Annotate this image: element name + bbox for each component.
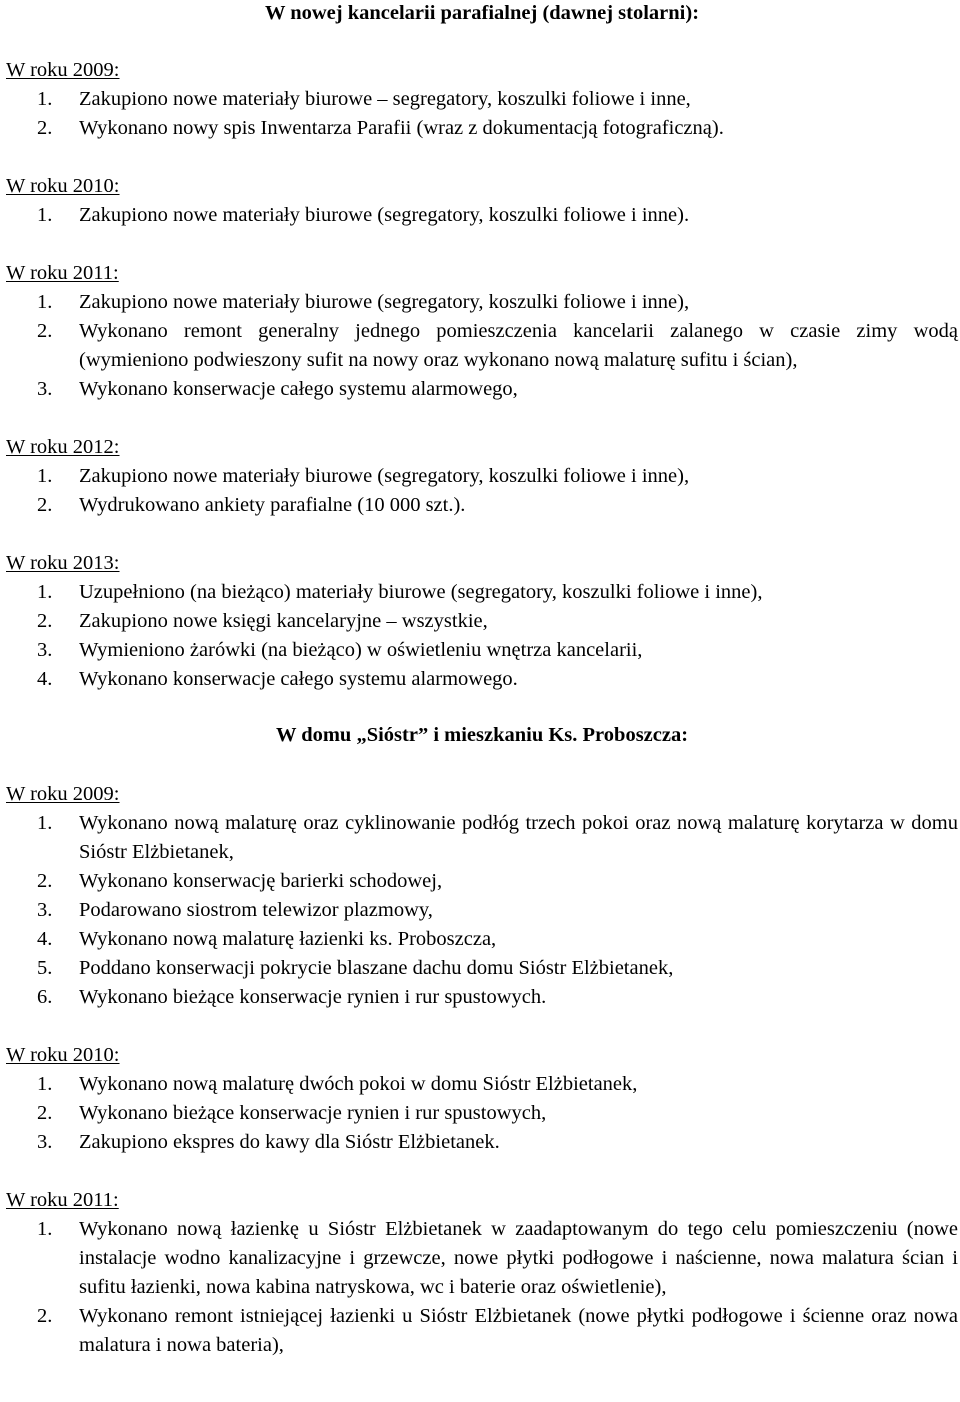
item-text: Zakupiono nowe materiały biurowe – segregatory, koszulki foliowe i inne, (79, 88, 691, 110)
item-number: 4. (37, 928, 53, 950)
item-text: Wykonano konserwację barierki schodowej, (79, 870, 443, 892)
year-heading: W roku 2013: (6, 552, 120, 574)
item-list (6, 85, 958, 143)
heading-sisters-house: W domu „Sióstr” i mieszkaniu Ks. Proboszcza: (275, 724, 689, 746)
list-item (6, 317, 958, 375)
list-item (6, 288, 958, 317)
list-item (6, 925, 958, 954)
year-heading: W roku 2011: (6, 262, 119, 284)
list-item (6, 867, 958, 896)
item-text: Wykonano nową łazienkę u Sióstr Elżbietanek w zaadaptowanym do tego celu pomieszczeniu (nowe instalacje wodno kanalizacyjne i grzewcze, nowe płytki podłogowe i naścienne, nowa malatura ścian i sufitu łazienki, nowa kabina natryskowa, wc i baterie oraz oświetlenie), (79, 1218, 958, 1298)
item-text: Wydrukowano ankiety parafialne (10 000 szt.). (79, 494, 466, 516)
item-text: Wykonano nową malaturę oraz cyklinowanie podłóg trzech pokoi oraz nową malaturę korytarza w domu Sióstr Elżbietanek, (79, 812, 958, 863)
item-text: Uzupełniono (na bieżąco) materiały biurowe (segregatory, koszulki foliowe i inne), (79, 581, 763, 603)
list-item (6, 896, 958, 925)
item-text: Wykonano konserwacje całego systemu alarmowego. (79, 668, 518, 690)
list-item (6, 665, 958, 694)
item-number: 1. (37, 581, 53, 603)
list-item (6, 636, 958, 665)
item-list (6, 1215, 958, 1360)
item-number: 2. (37, 610, 53, 632)
item-number: 4. (37, 668, 53, 690)
year-section (6, 259, 958, 404)
item-text: Wykonano bieżące konserwacje rynien i rur spustowych. (79, 986, 547, 1008)
item-number: 1. (37, 88, 53, 110)
office-sections (6, 56, 958, 694)
heading-office: W nowej kancelarii parafialnej (dawnej stolarni): (264, 2, 700, 24)
item-text: Wykonano remont istniejącej łazienki u Sióstr Elżbietanek (nowe płytki podłogowe i ścienne oraz nowa malatura i nowa bateria), (79, 1305, 958, 1356)
item-number: 1. (37, 204, 53, 226)
year-section (6, 433, 958, 520)
item-number: 6. (37, 986, 53, 1008)
item-text: Zakupiono nowe materiały biurowe (segregatory, koszulki foliowe i inne). (79, 204, 690, 226)
year-section (6, 1041, 958, 1157)
list-item (6, 85, 958, 114)
item-number: 2. (37, 494, 53, 516)
item-text: Zakupiono ekspres do kawy dla Sióstr Elżbietanek. (79, 1131, 500, 1153)
item-text: Zakupiono nowe materiały biurowe (segregatory, koszulki foliowe i inne), (79, 291, 690, 313)
item-text: Podarowano siostrom telewizor plazmowy, (79, 899, 433, 921)
year-section (6, 1186, 958, 1360)
item-list (6, 201, 958, 230)
sisters-house-sections (6, 780, 958, 1360)
list-item (6, 607, 958, 636)
item-number: 1. (37, 1218, 53, 1240)
document-page (6, 0, 958, 1360)
item-number: 3. (37, 1131, 53, 1153)
item-text: Zakupiono nowe księgi kancelaryjne – wszystkie, (79, 610, 488, 632)
year-section (6, 172, 958, 230)
list-item (6, 491, 958, 520)
item-list (6, 809, 958, 1012)
item-text: Wykonano nową malaturę łazienki ks. Proboszcza, (79, 928, 497, 950)
year-heading: W roku 2011: (6, 1189, 119, 1211)
list-item (6, 954, 958, 983)
year-heading: W roku 2010: (6, 175, 120, 197)
item-number: 1. (37, 291, 53, 313)
item-number: 2. (37, 320, 53, 342)
item-number: 3. (37, 899, 53, 921)
item-number: 1. (37, 465, 53, 487)
item-number: 1. (37, 1073, 53, 1095)
year-heading: W roku 2010: (6, 1044, 120, 1066)
list-item (6, 1099, 958, 1128)
year-section (6, 56, 958, 143)
list-item (6, 1128, 958, 1157)
list-item (6, 462, 958, 491)
list-item (6, 201, 958, 230)
year-heading: W roku 2009: (6, 783, 120, 805)
year-section (6, 549, 958, 694)
item-number: 2. (37, 1102, 53, 1124)
year-section (6, 780, 958, 1012)
item-text: Zakupiono nowe materiały biurowe (segregatory, koszulki foliowe i inne), (79, 465, 690, 487)
item-text: Wykonano konserwacje całego systemu alarmowego, (79, 378, 518, 400)
year-heading: W roku 2009: (6, 59, 120, 81)
item-number: 2. (37, 117, 53, 139)
item-number: 2. (37, 1305, 53, 1327)
item-list (6, 578, 958, 694)
list-item (6, 983, 958, 1012)
item-text: Wymieniono żarówki (na bieżąco) w oświetleniu wnętrza kancelarii, (79, 639, 643, 661)
list-item (6, 114, 958, 143)
item-list (6, 288, 958, 404)
item-number: 2. (37, 870, 53, 892)
item-list (6, 1070, 958, 1157)
item-list (6, 462, 958, 520)
list-item (6, 1070, 958, 1099)
item-number: 3. (37, 639, 53, 661)
item-number: 3. (37, 378, 53, 400)
item-number: 1. (37, 812, 53, 834)
list-item (6, 375, 958, 404)
list-item (6, 1215, 958, 1302)
item-text: Wykonano remont generalny jednego pomieszczenia kancelarii zalanego w czasie zimy wodą (wymieniono podwieszony sufit na nowy oraz wykonano nową malaturę sufitu i ścian), (79, 320, 958, 371)
list-item (6, 1302, 958, 1360)
item-text: Wykonano bieżące konserwacje rynien i rur spustowych, (79, 1102, 547, 1124)
list-item (6, 809, 958, 867)
list-item (6, 578, 958, 607)
item-text: Poddano konserwacji pokrycie blaszane dachu domu Sióstr Elżbietanek, (79, 957, 674, 979)
item-text: Wykonano nową malaturę dwóch pokoi w domu Sióstr Elżbietanek, (79, 1073, 638, 1095)
item-text: Wykonano nowy spis Inwentarza Parafii (wraz z dokumentacją fotograficzną). (79, 117, 724, 139)
year-heading: W roku 2012: (6, 436, 120, 458)
item-number: 5. (37, 957, 53, 979)
